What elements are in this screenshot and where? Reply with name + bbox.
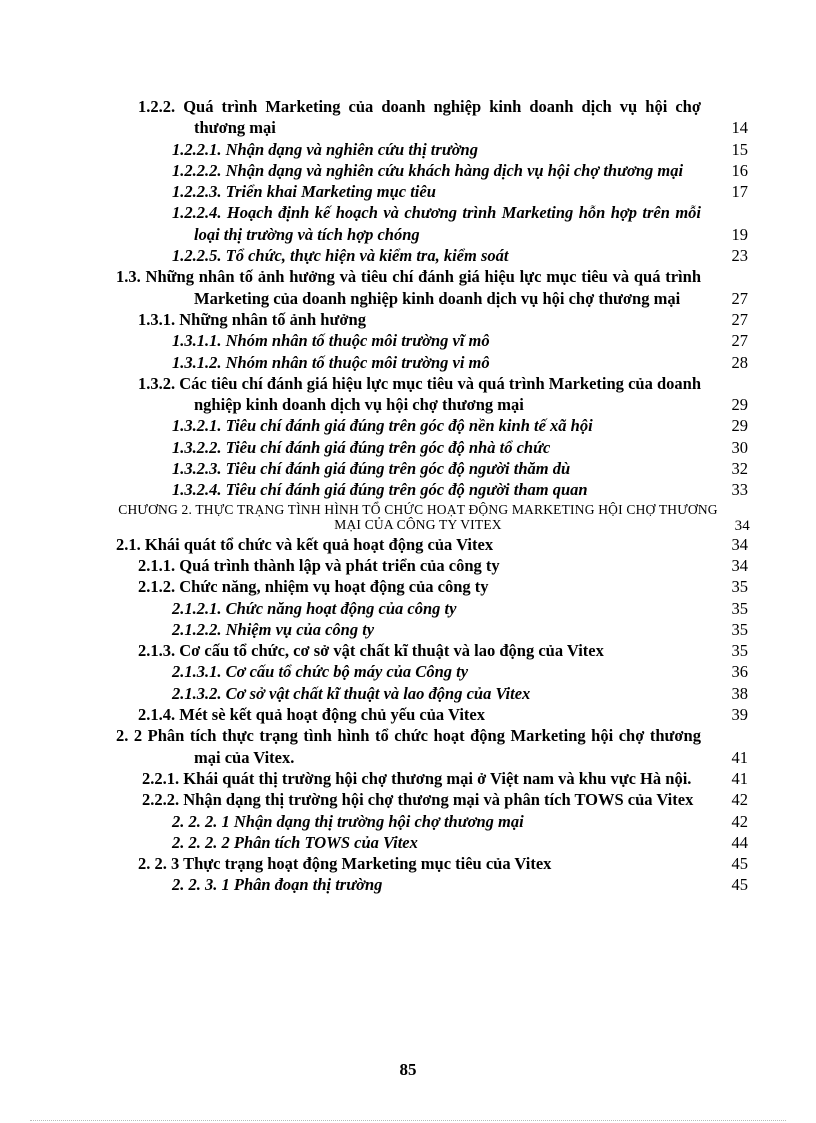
toc-entry-title: 1.3.2. Các tiêu chí đánh giá hiệu lực mục tiêu và quá trình Marketing của doanh nghiệp kinh doanh dịch vụ hội chợ thương mại [138,373,701,415]
toc-entry-page: 42 [731,790,748,810]
toc-entry-title: 1.3.2.4. Tiêu chí đánh giá đúng trên góc độ người tham quan [172,480,588,500]
toc-entry-page: 17 [731,182,748,202]
toc-entry [0,266,816,309]
toc-entry [0,789,816,810]
toc-entry [0,202,816,245]
toc-entry-page: 16 [731,160,748,180]
toc-entry [0,502,816,532]
toc-entry [0,725,816,768]
toc-entry [0,96,816,139]
toc-entry-page: 33 [731,480,748,500]
toc-entry [0,874,816,895]
toc-entry-page: 27 [731,309,748,329]
toc-entry-title: 2. 2. 2. 1 Nhận dạng thị trường hội chợ thương mại [172,811,524,831]
toc-entry [0,683,816,704]
toc-entry-title: 1.3.2.3. Tiêu chí đánh giá đúng trên góc độ người thăm dù [172,459,571,479]
toc-entry-page: 35 [731,619,748,639]
toc-entry-title: CHƯƠNG 2. THỰC TRẠNG TÌNH HÌNH TỔ CHỨC HOẠT ĐỘNG MARKETING HỘI CHỢ THƯƠNG MẠI CỦA CÔNG TY VITEX [118,501,718,532]
toc-entry-title: 1.2.2.3. Triển khai Marketing mục tiêu [172,182,436,202]
toc-entry-page: 27 [731,331,748,351]
toc-entry-title: 1.2.2. Quá trình Marketing của doanh nghiệp kinh doanh dịch vụ hội chợ thương mại [138,97,701,138]
toc-entry-title: 1.3.2.1. Tiêu chí đánh giá đúng trên góc độ nền kinh tế xã hội [172,416,593,436]
toc-entry [0,245,816,266]
toc-entry [0,704,816,725]
toc-entry-page: 44 [731,832,748,852]
toc-entry-page: 35 [731,641,748,661]
page-number: 85 [399,1060,417,1079]
toc-entry-page: 34 [734,517,750,534]
toc-entry-page: 38 [731,683,748,703]
toc-entry-page: 42 [731,811,748,831]
toc-entry-title: 2.2.1. Khái quát thị trường hội chợ thương mại ở Việt nam và khu vực Hà nội. [142,768,692,788]
toc-entry [0,832,816,853]
toc-entry-title: 1.3.1.2. Nhóm nhân tố thuộc môi trường vi mô [172,352,490,372]
toc-entry-title: 2. 2 Phân tích thực trạng tình hình tổ chức hoạt động Marketing hội chợ thương mại của Vitex. [116,726,701,767]
toc-entry-page: 32 [731,459,748,479]
toc-entry-title: 1.2.2.4. Hoạch định kế hoạch và chương trình Marketing hỗn hợp trên mỗi loại thị trường và tích hợp chóng [172,203,701,244]
toc-entry-title: 2. 2. 3 Thực trạng hoạt động Marketing mục tiêu của Vitex [138,854,552,874]
toc-entry [0,576,816,597]
toc-entry-title: 2.1.2.2. Nhiệm vụ của công ty [172,619,375,639]
toc-entry [0,139,816,160]
toc-entry-title: 1.3.1. Những nhân tố ảnh hưởng [138,309,366,329]
toc-entry-page: 34 [731,555,748,575]
toc-entry [0,768,816,789]
toc-entry [0,181,816,202]
toc-entry-title: 1.3.2.2. Tiêu chí đánh giá đúng trên góc độ nhà tổ chức [172,437,551,457]
toc-entry-page: 27 [731,288,748,308]
toc-entry-title: 2.2.2. Nhận dạng thị trường hội chợ thương mại và phân tích TOWS của Vitex [142,790,694,810]
toc-entry [0,661,816,682]
toc-entry-page: 28 [731,352,748,372]
toc-entry [0,415,816,436]
toc-entry-title: 2. 2. 2. 2 Phân tích TOWS của Vitex [172,832,418,852]
toc-entry-title: 2.1.1. Quá trình thành lập và phát triển của công ty [138,555,500,575]
toc-entry-page: 41 [731,747,748,767]
toc-entry [0,330,816,351]
toc-entry-page: 23 [731,246,748,266]
toc-entry-page: 34 [731,534,748,554]
toc-entry [0,853,816,874]
toc-entry-page: 30 [731,437,748,457]
toc-entry-title: 2.1.2. Chức năng, nhiệm vụ hoạt động của công ty [138,577,489,597]
toc-entry [0,598,816,619]
toc-entry [0,437,816,458]
table-of-contents [0,96,816,896]
toc-entry-page: 14 [731,118,748,138]
toc-entry-title: 1.3.1.1. Nhóm nhân tố thuộc môi trường vĩ mô [172,331,490,351]
toc-entry-page: 41 [731,768,748,788]
toc-entry-page: 45 [731,875,748,895]
toc-entry-title: 2.1.3.1. Cơ cấu tổ chức bộ máy của Công ty [172,662,469,682]
toc-entry-title: 2. 2. 3. 1 Phân đoạn thị trường [172,875,383,895]
toc-entry-page: 35 [731,577,748,597]
toc-entry [0,534,816,555]
toc-entry-title: 1.2.2.5. Tổ chức, thực hiện và kiểm tra, kiểm soát [172,246,509,266]
toc-entry [0,458,816,479]
toc-entry [0,619,816,640]
toc-entry-title: 2.1.3.2. Cơ sở vật chất kĩ thuật và lao động của Vitex [172,683,531,703]
toc-entry-title: 2.1. Khái quát tổ chức và kết quả hoạt động của Vitex [116,534,494,554]
toc-entry [0,811,816,832]
toc-entry-title: 2.1.3. Cơ cấu tổ chức, cơ sở vật chất kĩ thuật và lao động của Vitex [138,641,604,661]
toc-entry-title: 2.1.4. Mét sè kết quả hoạt động chủ yếu của Vitex [138,705,485,725]
page-edge-dotted-line [30,1120,786,1121]
toc-entry [0,352,816,373]
toc-entry-page: 19 [731,224,748,244]
toc-entry [0,309,816,330]
toc-entry-page: 29 [731,395,748,415]
toc-entry [0,160,816,181]
toc-entry [0,640,816,661]
toc-entry-title: 1.2.2.1. Nhận dạng và nghiên cứu thị trường [172,139,478,159]
toc-entry-page: 15 [731,139,748,159]
toc-entry-page: 35 [731,598,748,618]
toc-entry-page: 36 [731,662,748,682]
toc-entry-page: 39 [731,705,748,725]
toc-entry-title: 1.2.2.2. Nhận dạng và nghiên cứu khách hàng dịch vụ hội chợ thương mại [172,160,684,180]
toc-entry-page: 45 [731,854,748,874]
toc-entry-title: 1.3. Những nhân tố ảnh hưởng và tiêu chí đánh giá hiệu lực mục tiêu và quá trình Marketing của doanh nghiệp kinh doanh dịch vụ hội chợ thương mại [116,267,701,308]
toc-entry-title: 2.1.2.1. Chức năng hoạt động của công ty [172,598,457,618]
toc-entry [0,555,816,576]
toc-entry-page: 29 [731,416,748,436]
toc-entry [0,479,816,500]
toc-entry [0,373,816,416]
